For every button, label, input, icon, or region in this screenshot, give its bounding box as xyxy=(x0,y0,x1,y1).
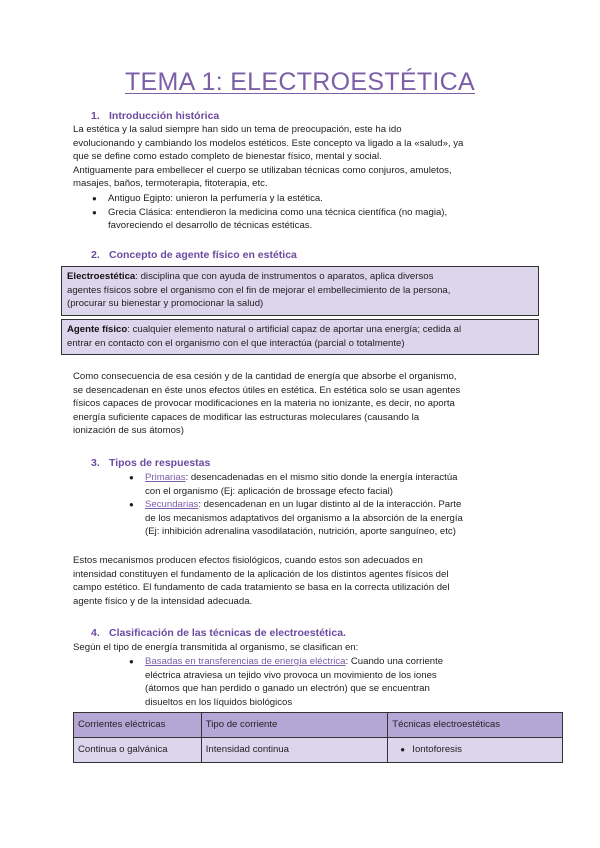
table-cell: Intensidad continua xyxy=(201,738,388,763)
bullet-icon: ● xyxy=(129,473,134,482)
text-line: intensidad constituyen el fundamento de la aplicación de los distintos agentes físicos del xyxy=(73,568,449,580)
table-header-cell: Corrientes eléctricas xyxy=(74,713,202,738)
section-number: 4. xyxy=(91,627,100,639)
technique-label: Iontoforesis xyxy=(412,744,462,756)
mechanisms-paragraph xyxy=(73,554,533,608)
bullet-icon: ● xyxy=(92,194,97,203)
bullet-icon: ● xyxy=(400,745,406,755)
section-heading-2 xyxy=(91,248,297,262)
section-title: Tipos de respuestas xyxy=(109,457,211,469)
text-line: energía suficiente capaces de modificar las estructuras moleculares (causando la xyxy=(73,411,420,423)
definition-box-electroestetica xyxy=(61,266,539,316)
section-title: Clasificación de las técnicas de electroestética. xyxy=(109,627,346,639)
text-line: de los mecanismos adaptativos del organismo a la absorción de la energía xyxy=(145,512,463,524)
link-secundarias[interactable]: Secundarias xyxy=(145,499,199,511)
list-item xyxy=(398,743,462,757)
section-heading-3 xyxy=(91,456,210,470)
table-row xyxy=(74,738,563,763)
text-line: masajes, baños, termoterapia, fitoterapia, etc. xyxy=(73,178,268,190)
text-line: (átomos que han perdido o ganado un electrón) que se encuentran xyxy=(145,683,430,695)
definition-text: : cualquier elemento natural o artificial capaz de aportar una energía; cedida al xyxy=(127,324,462,335)
list-item xyxy=(92,206,448,233)
list-item xyxy=(129,498,463,539)
text-line: Como consecuencia de esa cesión y de la cantidad de energía que absorbe el organismo, xyxy=(73,371,457,382)
link-energia-electrica[interactable]: Basadas en transferencias de energía eléctrica xyxy=(145,656,346,667)
section-heading-1 xyxy=(91,109,219,123)
table-cell: Continua o galvánica xyxy=(74,738,202,763)
text-line: se desencadenan en éste unos efectos útiles en estética. En estética solo se usan agentes xyxy=(73,384,461,396)
text-line: : desencadenan en un lugar distinto al de la interacción. Parte xyxy=(198,499,462,511)
table-header-cell: Técnicas electroestéticas xyxy=(388,713,563,738)
text-line: que se define como estado completo de bienestar físico, mental y social. xyxy=(73,151,382,163)
definition-term: Agente físico xyxy=(67,324,128,335)
table-cell xyxy=(388,738,563,763)
classification-intro xyxy=(73,641,533,655)
text-line: Grecia Clásica: entendieron la medicina como una técnica científica (no magia), xyxy=(108,206,448,218)
text-line: Estos mecanismos producen efectos fisiológicos, cuando estos son adecuados en xyxy=(73,555,423,566)
link-primarias[interactable]: Primarias xyxy=(145,472,186,483)
bullet-icon: ● xyxy=(129,657,134,666)
list-item xyxy=(92,192,447,206)
definition-text: agentes físicos sobre el organismo con el fin de mejorar el embellecimiento de la persona, xyxy=(67,284,451,296)
text-line: evolucionando y cambiando los modelos estéticos. Este concepto va ligado a la «salud», ya xyxy=(73,137,464,149)
text-line: Antiguamente para embellecer el cuerpo se utilizaban técnicas como conjuros, amuletos, xyxy=(73,164,452,176)
page-title: TEMA 1: ELECTROESTÉTICA xyxy=(124,68,476,96)
definition-term: Electroestética xyxy=(67,271,136,282)
text-line: campo estético. El fundamento de cada tratamiento se basa en la correcta utilización del xyxy=(73,582,450,594)
definition-box-agente-fisico xyxy=(61,319,539,355)
text-line: ionización de sus átomos) xyxy=(73,425,184,437)
text-line: Según el tipo de energía transmitida al organismo, se clasifican en: xyxy=(73,642,359,653)
response-bullets xyxy=(129,471,463,539)
text-line: eléctrica atraviesa un tejido vivo provoca un movimiento de los iones xyxy=(145,669,437,681)
text-line: : Cuando una corriente xyxy=(345,656,444,667)
section-title: Concepto de agente físico en estética xyxy=(109,249,297,261)
section-number: 3. xyxy=(91,457,100,469)
table-header-row xyxy=(74,713,563,738)
classification-bullets xyxy=(129,655,444,709)
list-item xyxy=(129,655,444,709)
text-line: Antiguo Egipto: unieron la perfumería y la estética. xyxy=(108,193,323,204)
text-line: disueltos en los líquidos biológicos xyxy=(145,696,293,708)
section-number: 1. xyxy=(91,110,100,122)
text-line: : desencadenadas en el mismo sitio donde la energía interactúa xyxy=(185,472,458,483)
section-number: 2. xyxy=(91,249,100,261)
bullet-icon: ● xyxy=(129,500,134,510)
history-bullets xyxy=(92,192,448,233)
table-header-cell: Tipo de corriente xyxy=(201,713,388,738)
definition-text: entrar en contacto con el organismo con el que interactúa (parcial o totalmente) xyxy=(67,337,405,349)
text-line: con el organismo (Ej: aplicación de brossage efecto facial) xyxy=(145,485,393,497)
bullet-icon: ● xyxy=(92,207,97,217)
techniques-table xyxy=(73,712,563,763)
definition-text: : disciplina que con ayuda de instrumentos o aparatos, aplica diversos xyxy=(135,271,434,282)
text-line: (Ej: inhibición adrenalina vasodilatación, nutrición, aporte sanguíneo, etc) xyxy=(145,526,456,538)
text-line: favoreciendo el desarrollo de técnicas estéticas. xyxy=(108,220,313,232)
text-line: La estética y la salud siempre han sido un tema de preocupación, este ha ido xyxy=(73,124,402,135)
list-item xyxy=(129,471,463,498)
section-heading-4 xyxy=(91,626,346,640)
section-title: Introducción histórica xyxy=(109,110,220,122)
text-line: agente físico y de la intensidad adecuada. xyxy=(73,595,253,607)
text-line: físicos capaces de provocar modificaciones en la materia no ionizante, es decir, no aporta xyxy=(73,398,455,410)
agent-paragraph xyxy=(73,370,533,438)
definition-text: (procurar su bienestar y promocionar la salud) xyxy=(67,298,264,310)
intro-paragraph xyxy=(73,123,533,191)
